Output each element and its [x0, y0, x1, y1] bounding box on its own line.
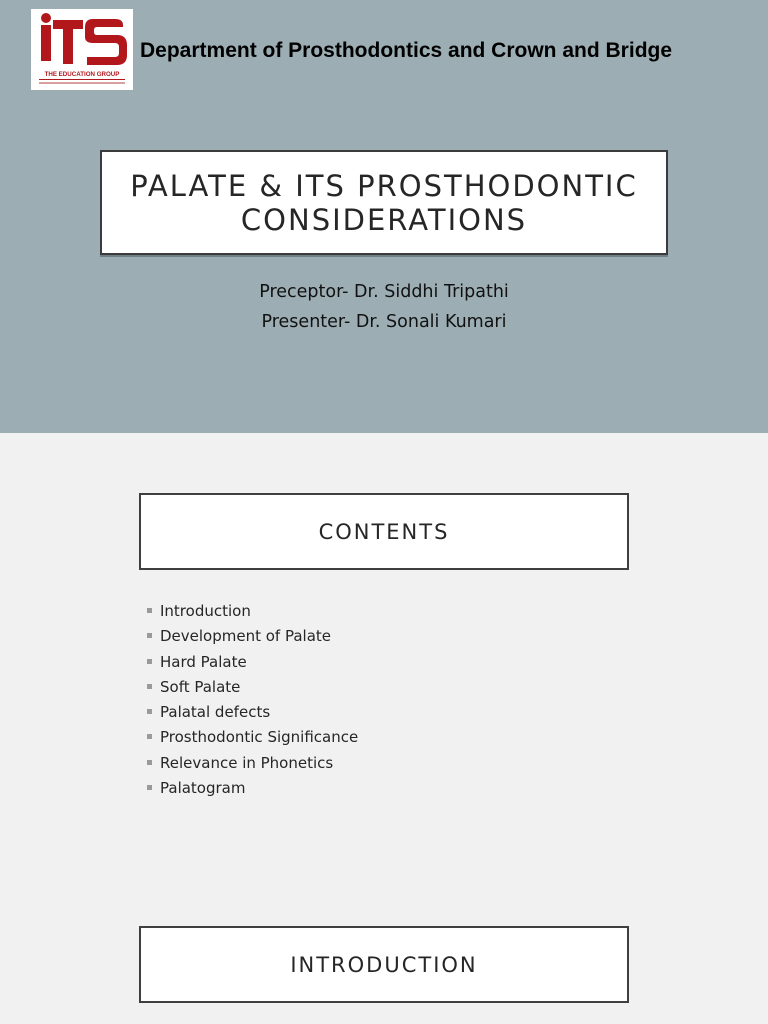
introduction-heading: INTRODUCTION — [290, 952, 478, 977]
contents-heading-box — [139, 493, 629, 570]
presenters-block — [0, 277, 768, 337]
logo-tagline: THE EDUCATION GROUP — [44, 71, 120, 78]
contents-list — [146, 599, 358, 801]
its-logo-graphic — [31, 9, 133, 90]
list-item: Introduction — [146, 599, 358, 624]
preceptor-line: Preceptor- Dr. Siddhi Tripathi — [259, 282, 509, 302]
its-logo — [31, 9, 133, 90]
list-item: Palatogram — [146, 776, 358, 801]
presenter-line: Presenter- Dr. Sonali Kumari — [261, 312, 507, 332]
contents-heading: CONTENTS — [318, 519, 450, 544]
introduction-heading-box — [139, 926, 629, 1003]
department-title: Department of Prosthodontics and Crown and Bridge — [140, 39, 673, 62]
presentation-title: PALATE & ITS PROSTHODONTIC CONSIDERATIONS — [130, 168, 638, 237]
presentation-title-box — [100, 150, 668, 255]
list-item: Soft Palate — [146, 675, 358, 700]
title-slide — [0, 0, 768, 433]
list-item: Development of Palate — [146, 624, 358, 649]
list-item: Palatal defects — [146, 700, 358, 725]
list-item: Prosthodontic Significance — [146, 725, 358, 750]
list-item: Hard Palate — [146, 650, 358, 675]
list-item: Relevance in Phonetics — [146, 751, 358, 776]
contents-slide — [0, 433, 768, 1024]
